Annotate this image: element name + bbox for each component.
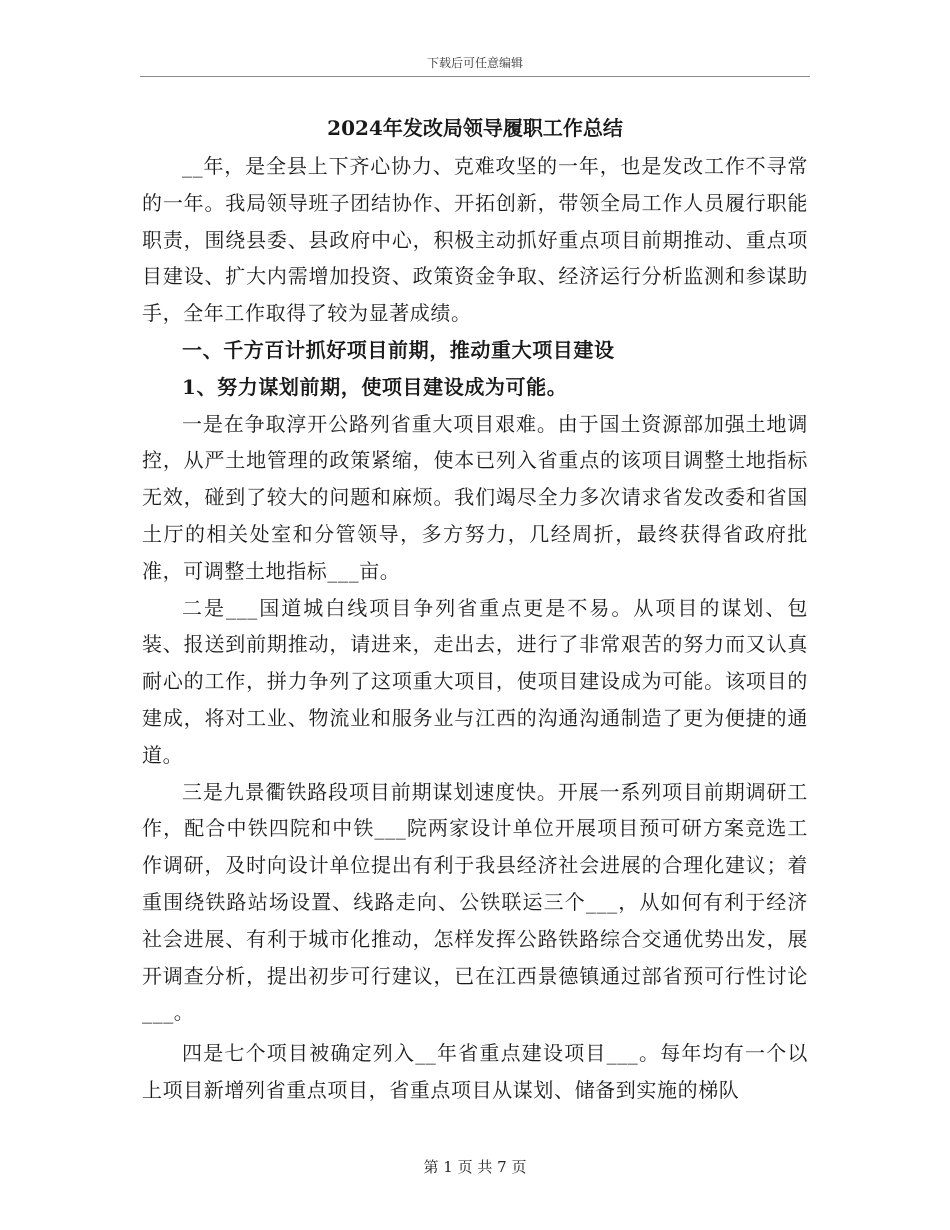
header-divider xyxy=(140,76,810,77)
paragraph-item-3: 三是九景衢铁路段项目前期谋划速度快。开展一系列项目前期调研工作，配合中铁四院和中铁___院两家设计单位开展项目预可研方案竞选工作调研，及时向设计单位提出有利于我县经济社会进展的合理化建议；着重围绕铁路站场设置、线路走向、公铁联运三个___，从如何有利于经济社会进展、有利于城市化推动，怎样发挥公路铁路综合交通优势出发，展开调查分析，提出初步可行建议，已在江西景德镇通过部省预可行性讨论___。 xyxy=(142,779,808,1025)
section-heading: 一、千方百计抓好项目前期，推动重大项目建设 xyxy=(182,337,615,362)
page-number: 第 1 页 共 7 页 xyxy=(423,1158,527,1176)
document-body xyxy=(142,148,808,1109)
paragraph-item-1: 一是在争取淳开公路列省重大项目艰难。由于国土资源部加强土地调控，从严土地管理的政策紧缩，使本已列入省重点的该项目调整土地指标无效，碰到了较大的问题和麻烦。我们竭尽全力多次请求省发改委和省国土厅的相关处室和分管领导，多方努力，几经周折，最终获得省政府批准，可调整土地指标___亩。 xyxy=(142,411,808,583)
header-note: 下载后可任意编辑 xyxy=(426,56,523,70)
paragraph-item-4: 四是七个项目被确定列入__年省重点建设项目___。每年均有一个以上项目新增列省重点项目，省重点项目从谋划、储备到实施的梯队 xyxy=(142,1041,808,1102)
document-title: 2024年发改局领导履职工作总结 xyxy=(327,116,623,140)
paragraph-intro: __年，是全县上下齐心协力、克难攻坚的一年，也是发改工作不寻常的一年。我局领导班子团结协作、开拓创新，带领全局工作人员履行职能职责，围绕县委、县政府中心，积极主动抓好重点项目前期推动、重点项目建设、扩大内需增加投资、政策资金争取、经济运行分析监测和参谋助手，全年工作取得了较为显著成绩。 xyxy=(142,154,808,326)
paragraph-item-2: 二是___国道城白线项目争列省重点更是不易。从项目的谋划、包装、报送到前期推动，请进来，走出去，进行了非常艰苦的努力而又认真耐心的工作，拼力争列了这项重大项目，使项目建设成为可能。该项目的建成，将对工业、物流业和服务业与江西的沟通沟通制造了更为便捷的通道。 xyxy=(142,595,808,767)
subsection-heading: 1、努力谋划前期，使项目建设成为可能。 xyxy=(182,374,568,399)
